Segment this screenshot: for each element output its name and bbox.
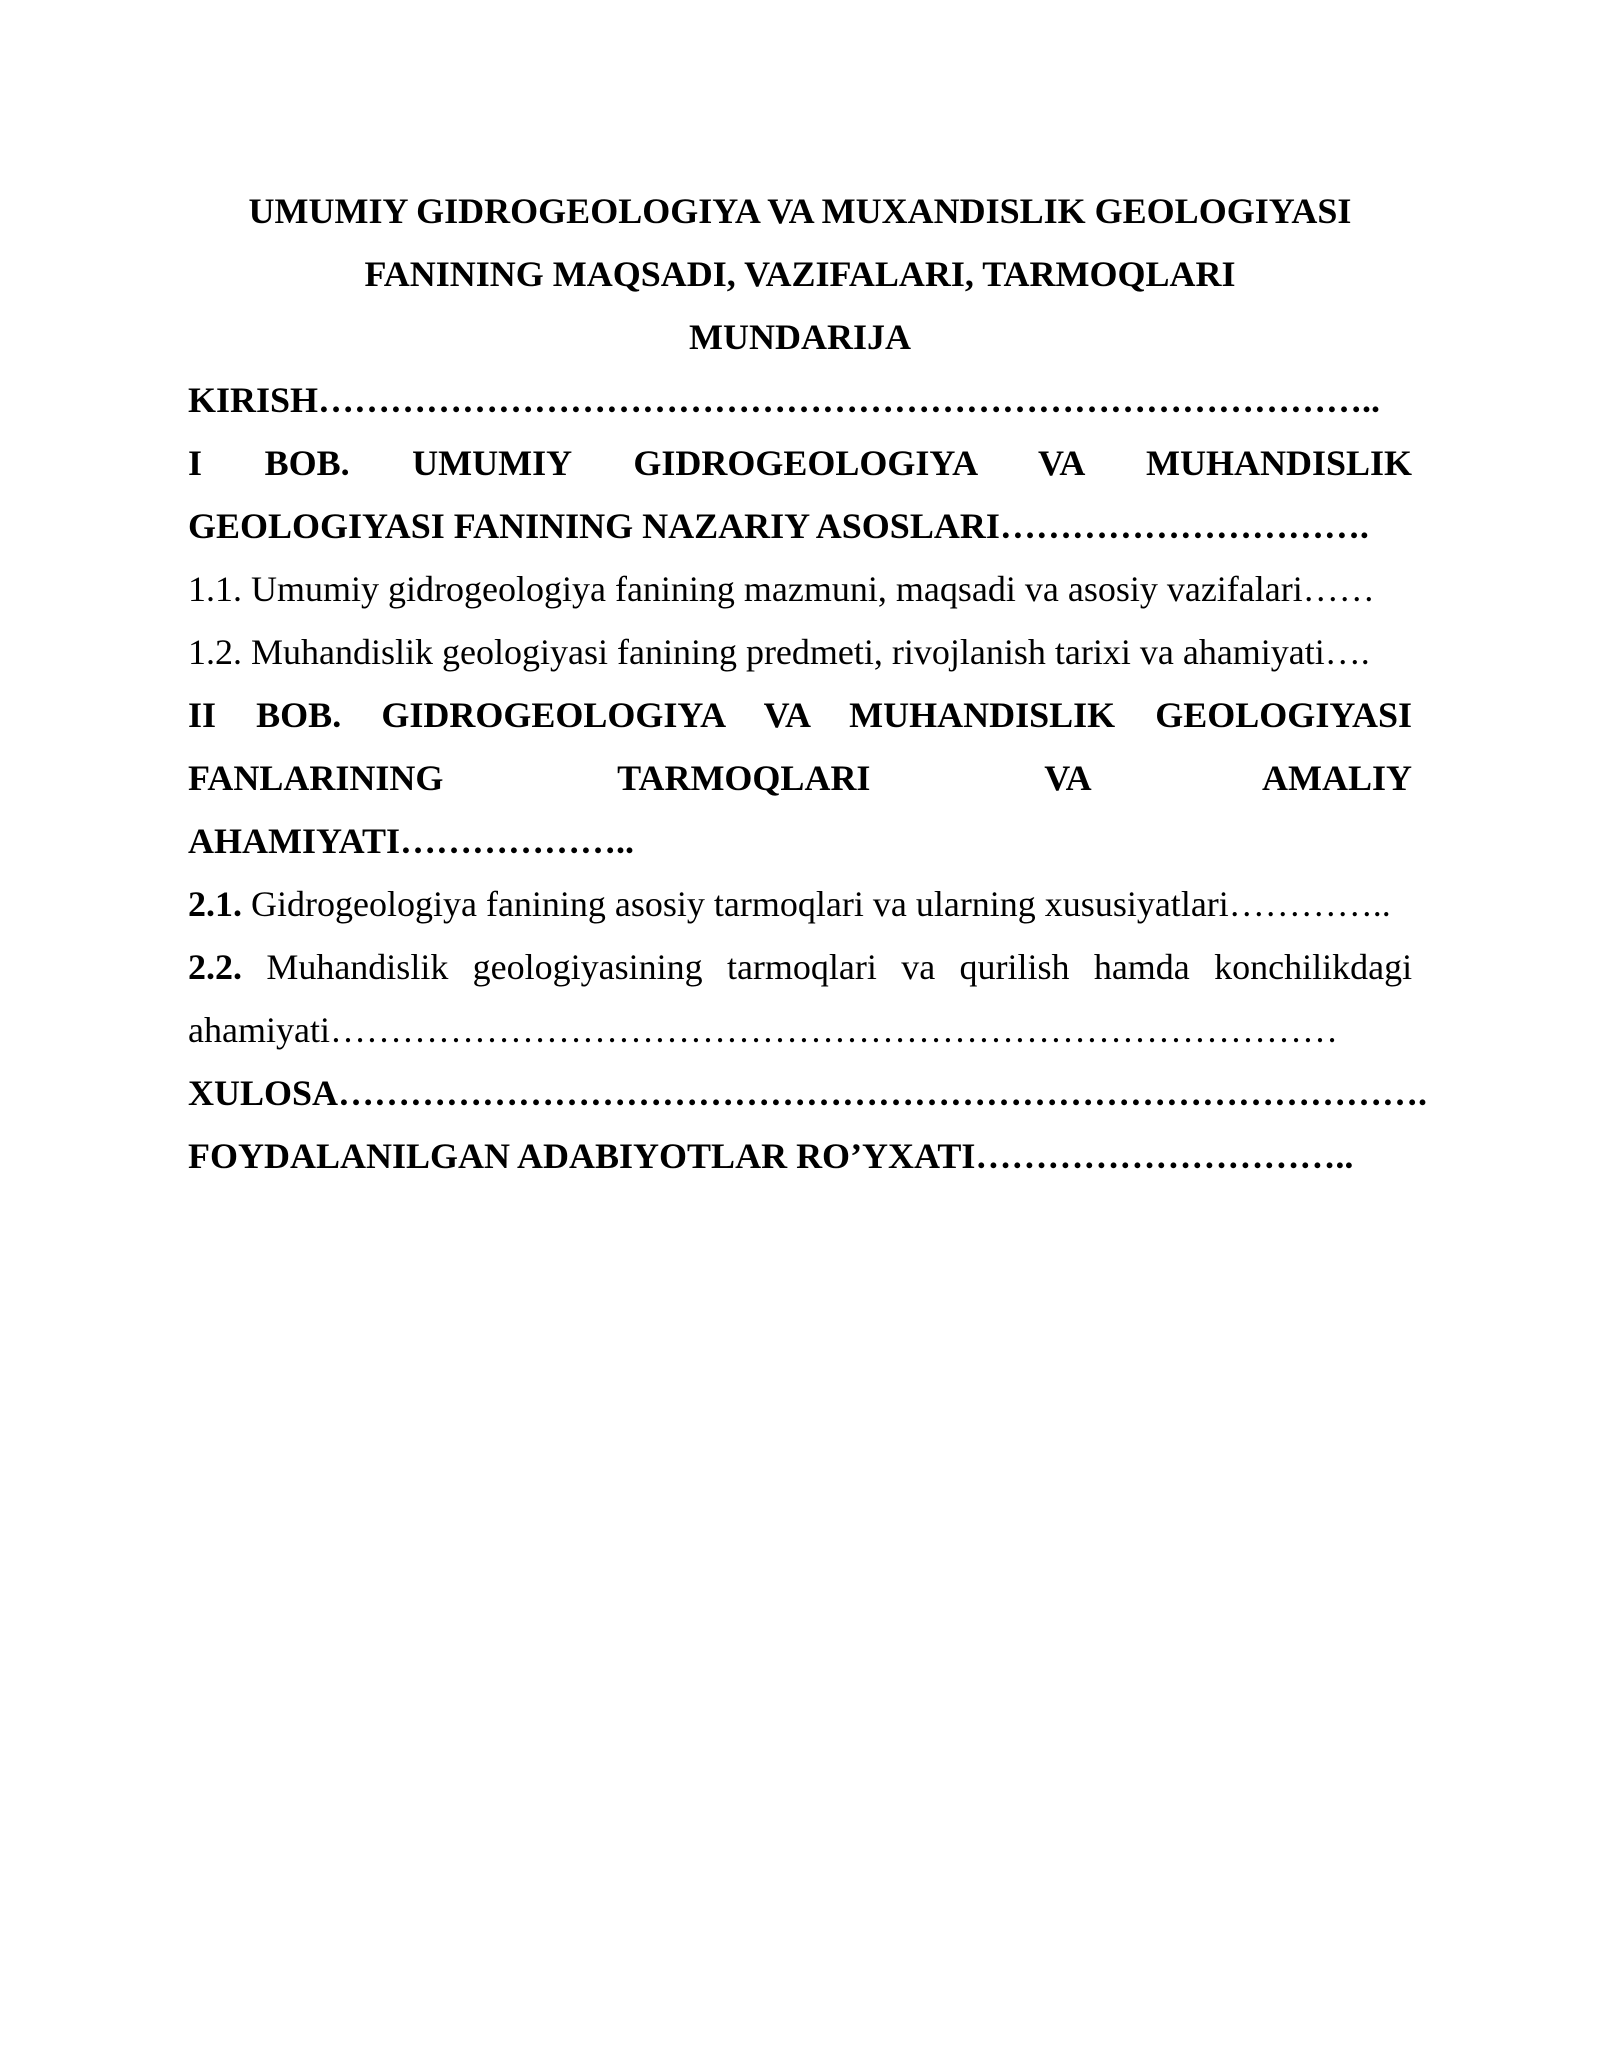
toc-word: Muhandislik [266,947,449,987]
toc-entry-1-1: 1.1. Umumiy gidrogeologiya fanining mazmuni, maqsadi va asosiy vazifalari…… [188,569,1375,609]
toc-word: BOB. [264,443,350,483]
toc-entry-kirish: KIRISH…………………………………………………………………………….. [188,380,1381,420]
toc-word: BOB. [256,695,342,735]
toc-word: hamda [1093,947,1190,987]
toc-word: TARMOQLARI [617,758,871,798]
document-body [188,180,1428,1188]
toc-word: GEOLOGIYASI [1155,695,1413,735]
toc-entry-chapter-2-line-1 [188,684,1412,747]
toc-entry-2-1-text: Gidrogeologiya fanining asosiy tarmoqlari va ularning xususiyatlari………….. [242,884,1391,924]
toc-word: FANLARINING [188,758,444,798]
toc-entry-chapter-2-line-3: AHAMIYATI……………….. [188,821,635,861]
toc-entry-chapter-1-line-2: GEOLOGIYASI FANINING NAZARIY ASOSLARI…………………………. [188,506,1369,546]
toc-word: MUHANDISLIK [849,695,1116,735]
document-title-line-1: UMUMIY GIDROGEOLOGIYA VA MUXANDISLIK GEOLOGIYASI [248,191,1352,231]
document-title-line-2: FANINING MAQSADI, VAZIFALARI, TARMOQLARI [364,254,1236,294]
toc-entry-2-1 [188,873,1412,936]
toc-entry-xulosa: XULOSA………………………………………………………………………………. [188,1073,1428,1113]
toc-entry-2-2-line-1 [188,936,1412,999]
toc-word: GIDROGEOLOGIYA [381,695,725,735]
toc-word: MUHANDISLIK [1145,443,1413,483]
toc-word: VA [1038,443,1084,483]
toc-word: UMUMIY [412,443,571,483]
toc-entry-2-1-number: 2.1. [188,884,242,924]
toc-word: konchilikdagi [1214,947,1413,987]
contents-heading: MUNDARIJA [689,317,911,357]
toc-word: geologiyasining [472,947,703,987]
toc-entry-chapter-1-line-1 [188,432,1412,495]
toc-word: va [901,947,936,987]
toc-word: I [188,443,203,483]
toc-word: VA [1044,758,1090,798]
toc-entry-2-2-line-2: ahamiyati………………………………………………………………………… [188,1010,1338,1050]
toc-word: qurilish [959,947,1070,987]
toc-word: VA [763,695,809,735]
toc-word: AMALIY [1262,758,1413,798]
toc-word: GIDROGEOLOGIYA [633,443,977,483]
toc-word: tarmoqlari [726,947,877,987]
toc-word: II [188,695,217,735]
toc-entry-adabiyotlar: FOYDALANILGAN ADABIYOTLAR RO’YXATI………………………….. [188,1136,1354,1176]
toc-entry-1-2: 1.2. Muhandislik geologiyasi fanining predmeti, rivojlanish tarixi va ahamiyati…. [188,632,1370,672]
toc-entry-2-2-number: 2.2. [188,947,242,987]
toc-entry-chapter-2-line-2 [188,747,1412,810]
